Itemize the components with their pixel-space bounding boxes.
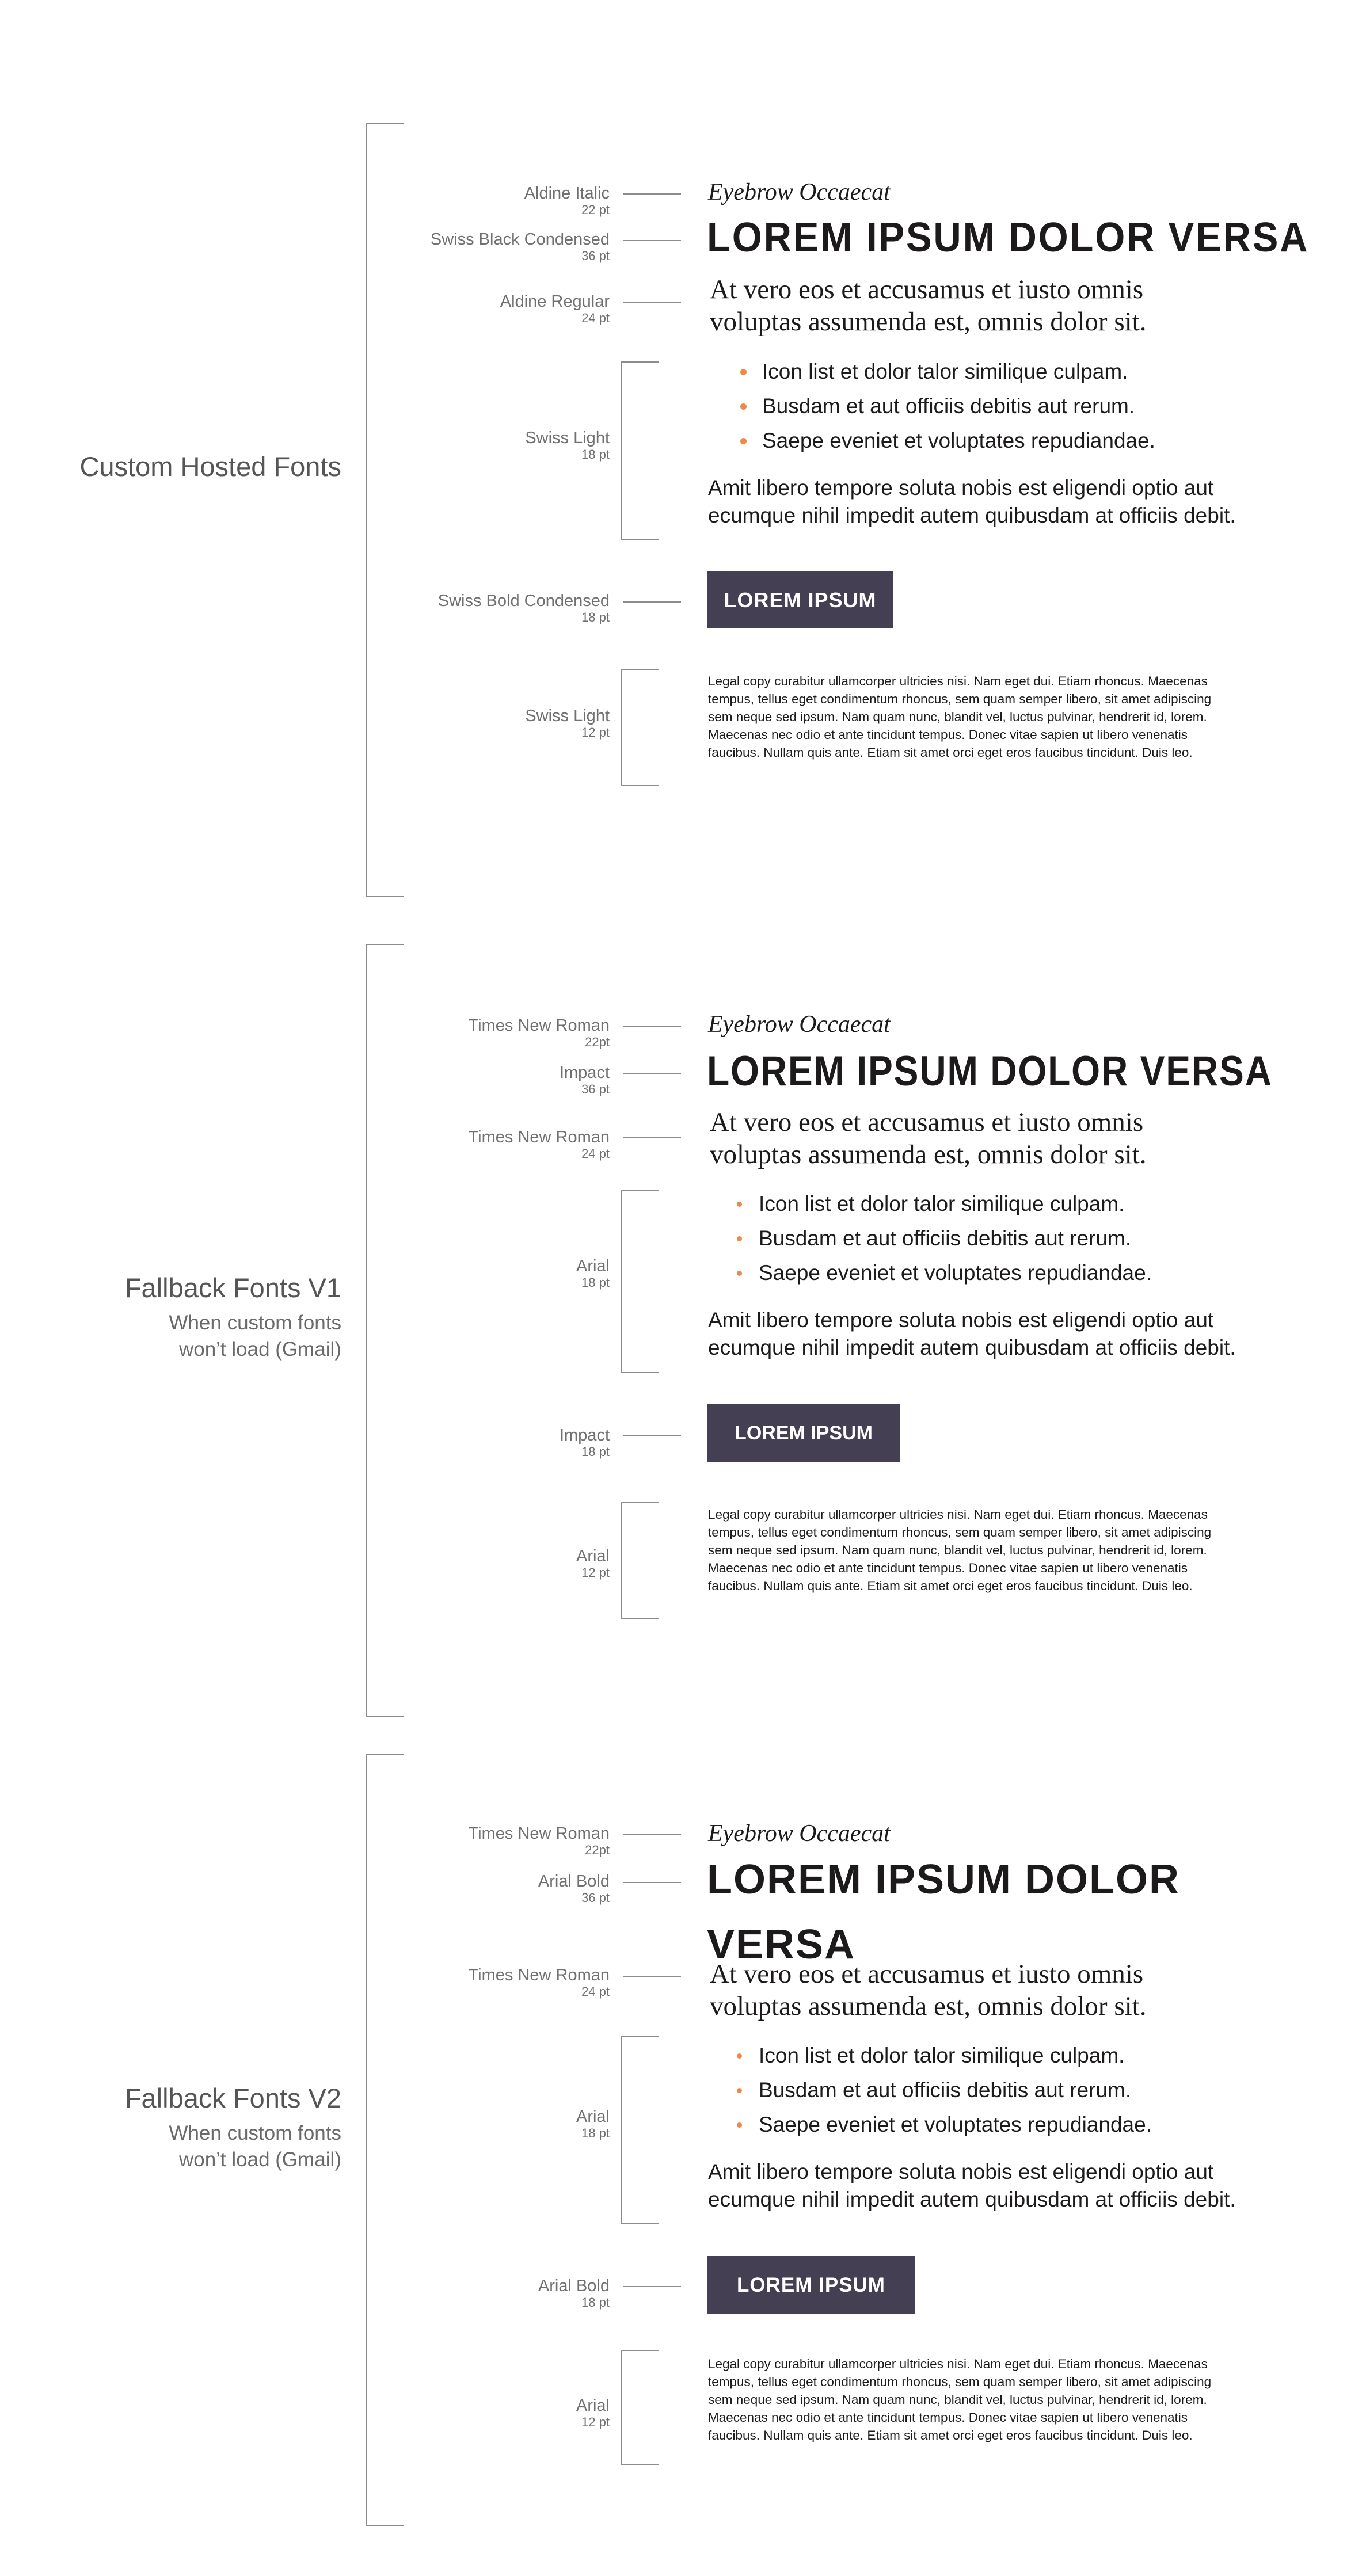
- intro-text: [710, 1106, 1146, 1171]
- legal-bracket-spine: [621, 2350, 622, 2465]
- body-bracket-spine: [621, 1190, 622, 1373]
- font-label-body: [576, 2109, 610, 2140]
- font-name: Arial: [576, 1257, 610, 1275]
- list-item: Saepe eveniet et voluptates repudiandae.: [740, 424, 1155, 458]
- guide-line: [623, 1073, 681, 1074]
- font-size: 36 pt: [581, 249, 610, 263]
- section-title: Fallback Fonts V2: [124, 2083, 341, 2113]
- font-size: 36 pt: [581, 1082, 610, 1096]
- guide-line: [623, 2286, 681, 2287]
- legal-line: sem neque sed ipsum. Nam quam nunc, blandit vel, luctus pulvinar, hendrerit id, lorem.: [708, 710, 1207, 724]
- legal-bracket-top: [621, 669, 659, 670]
- body-line: ecumque nihil impedit autem quibusdam at officiis debit.: [708, 1336, 1236, 1359]
- legal-line: tempus, tellus eget condimentum rhoncus, sem quam semper libero, sit amet adipiscing: [708, 1525, 1212, 1539]
- legal-line: tempus, tellus eget condimentum rhoncus, sem quam semper libero, sit amet adipiscing: [708, 692, 1212, 706]
- font-size: 18 pt: [581, 2295, 610, 2310]
- font-label-intro: [469, 1129, 610, 1160]
- section-title: Fallback Fonts V1: [124, 1272, 341, 1303]
- font-size: 18 pt: [581, 1445, 610, 1459]
- font-label-body: [525, 430, 610, 461]
- section-bracket-spine: [366, 1754, 367, 2526]
- body-paragraph: [708, 1306, 1236, 1362]
- body-line: ecumque nihil impedit autem quibusdam at officiis debit.: [708, 504, 1236, 527]
- font-label-eyebrow: [524, 185, 610, 216]
- font-name: Arial Bold: [538, 2277, 610, 2295]
- subtitle-line: won’t load (Gmail): [178, 1338, 341, 1361]
- section-bracket-top: [366, 1754, 404, 1755]
- intro-line: voluptas assumenda est, omnis dolor sit.: [710, 1991, 1147, 2021]
- headline-text: LOREM IPSUM DOLOR VERSA: [707, 1857, 1180, 1968]
- legal-line: Maecenas nec odio et ante tincidunt tempus. Donec vitae sapien ut libero venenatis: [708, 727, 1188, 742]
- subtitle-line: When custom fonts: [169, 2122, 341, 2144]
- legal-bracket-bottom: [621, 785, 659, 786]
- legal-copy: [708, 672, 1261, 761]
- list-item: Icon list et dolor talor similique culpam.: [740, 355, 1155, 389]
- legal-line: Maecenas nec odio et ante tincidunt tempus. Donec vitae sapien ut libero venenatis: [708, 1561, 1188, 1575]
- font-size: 36 pt: [581, 1891, 610, 1905]
- section-bracket-spine: [366, 944, 367, 1717]
- font-label-headline: [431, 231, 610, 262]
- section-bracket-bottom: [366, 2525, 404, 2526]
- font-size: 22 pt: [581, 203, 610, 217]
- section-bracket-top: [366, 944, 404, 945]
- font-name: Swiss Light: [525, 429, 610, 447]
- font-size: 22pt: [585, 1035, 610, 1049]
- list-item: Busdam et aut officiis debitis aut rerum.: [737, 2073, 1152, 2108]
- eyebrow-text: Eyebrow Occaecat: [708, 1820, 891, 1847]
- body-bracket-spine: [621, 361, 622, 540]
- font-name: Times New Roman: [468, 1016, 610, 1035]
- legal-copy: [708, 2355, 1261, 2444]
- bullet-list: [740, 355, 1155, 458]
- font-label-headline: [560, 1065, 610, 1096]
- cta-button[interactable]: LOREM IPSUM: [707, 571, 893, 628]
- section-bracket-top: [366, 123, 404, 124]
- font-size: 18 pt: [581, 447, 610, 462]
- list-item: Icon list et dolor talor similique culpam.: [737, 1187, 1152, 1221]
- guide-line: [623, 1834, 681, 1835]
- font-size: 22pt: [585, 1843, 610, 1857]
- font-size: 18 pt: [581, 610, 610, 624]
- body-line: Amit libero tempore soluta nobis est eligendi optio aut: [708, 1308, 1214, 1332]
- legal-bracket-spine: [621, 1502, 622, 1619]
- font-label-button: [438, 593, 610, 624]
- eyebrow-text: Eyebrow Occaecat: [708, 179, 891, 205]
- guide-line: [623, 302, 681, 303]
- font-label-intro: [500, 294, 610, 325]
- font-name: Swiss Light: [525, 707, 610, 725]
- font-name: Arial: [576, 1547, 610, 1565]
- subtitle-line: When custom fonts: [169, 1312, 341, 1334]
- list-item: Icon list et dolor talor similique culpam.: [737, 2038, 1152, 2073]
- font-label-button: [538, 2278, 610, 2309]
- body-bracket-top: [621, 1190, 659, 1191]
- legal-line: Legal copy curabitur ullamcorper ultricies nisi. Nam eget dui. Etiam rhoncus. Maecenas: [708, 2357, 1208, 2371]
- legal-line: Maecenas nec odio et ante tincidunt tempus. Donec vitae sapien ut libero venenatis: [708, 2410, 1188, 2425]
- font-name: Arial Bold: [538, 1872, 610, 1891]
- body-bracket-spine: [621, 2036, 622, 2224]
- guide-line: [623, 1882, 681, 1883]
- legal-line: faucibus. Nullam quis ante. Etiam sit amet orci eget eros faucibus tincidunt. Duis leo.: [708, 2428, 1193, 2442]
- headline-text: LOREM IPSUM DOLOR VERSA: [707, 1048, 1273, 1095]
- section-subtitle: [169, 1310, 341, 1363]
- intro-line: voluptas assumenda est, omnis dolor sit.: [710, 1140, 1147, 1169]
- section-bracket-spine: [366, 123, 367, 897]
- list-item: Busdam et aut officiis debitis aut rerum.: [740, 389, 1155, 424]
- font-label-legal: [576, 2398, 610, 2429]
- legal-bracket-spine: [621, 669, 622, 786]
- headline-text: LOREM IPSUM DOLOR VERSA: [707, 215, 1310, 261]
- intro-line: voluptas assumenda est, omnis dolor sit.: [710, 307, 1147, 337]
- intro-text: [710, 1958, 1146, 2022]
- font-label-eyebrow: [469, 1018, 610, 1049]
- font-size: 12 pt: [581, 1565, 610, 1580]
- bullet-list: [737, 2038, 1152, 2142]
- font-label-intro: [469, 1967, 610, 1998]
- eyebrow-text: Eyebrow Occaecat: [708, 1011, 891, 1038]
- body-bracket-bottom: [621, 1372, 659, 1373]
- body-bracket-bottom: [621, 2223, 659, 2224]
- subtitle-line: won’t load (Gmail): [178, 2148, 341, 2171]
- body-bracket-top: [621, 361, 659, 363]
- cta-button[interactable]: LOREM IPSUM: [707, 2256, 915, 2314]
- font-label-eyebrow: [469, 1826, 610, 1857]
- bullet-list: [737, 1187, 1152, 1290]
- font-name: Arial: [576, 2396, 610, 2415]
- body-line: Amit libero tempore soluta nobis est eligendi optio aut: [708, 476, 1214, 500]
- legal-line: tempus, tellus eget condimentum rhoncus, sem quam semper libero, sit amet adipiscing: [708, 2375, 1212, 2389]
- font-name: Times New Roman: [468, 1824, 610, 1843]
- section-subtitle: [169, 2120, 341, 2173]
- intro-line: At vero eos et accusamus et iusto omnis: [710, 1107, 1144, 1137]
- font-label-body: [576, 1258, 610, 1289]
- font-size: 24 pt: [581, 1146, 610, 1161]
- font-label-button: [560, 1427, 610, 1458]
- font-name: Arial: [576, 2108, 610, 2126]
- legal-line: faucibus. Nullam quis ante. Etiam sit amet orci eget eros faucibus tincidunt. Duis leo.: [708, 745, 1193, 760]
- legal-copy: [708, 1506, 1261, 1595]
- font-name: Swiss Black Condensed: [430, 230, 610, 249]
- font-name: Aldine Regular: [500, 292, 610, 311]
- legal-line: Legal copy curabitur ullamcorper ultricies nisi. Nam eget dui. Etiam rhoncus. Maecenas: [708, 674, 1208, 688]
- intro-line: At vero eos et accusamus et iusto omnis: [710, 275, 1144, 304]
- font-name: Impact: [559, 1426, 610, 1445]
- guide-line: [623, 1976, 681, 1977]
- list-item: Saepe eveniet et voluptates repudiandae.: [737, 2108, 1152, 2142]
- font-label-legal: [576, 1548, 610, 1579]
- font-label-legal: [525, 708, 610, 739]
- font-size: 12 pt: [581, 2415, 610, 2429]
- font-size: 24 pt: [581, 311, 610, 325]
- guide-line: [623, 240, 681, 241]
- intro-text: [710, 273, 1146, 338]
- legal-line: sem neque sed ipsum. Nam quam nunc, blandit vel, luctus pulvinar, hendrerit id, lorem.: [708, 2392, 1207, 2407]
- section-bracket-bottom: [366, 896, 404, 897]
- body-bracket-top: [621, 2036, 659, 2037]
- font-label-headline: [538, 1873, 610, 1904]
- legal-bracket-top: [621, 2350, 659, 2351]
- list-item: Busdam et aut officiis debitis aut rerum.: [737, 1221, 1152, 1256]
- body-bracket-bottom: [621, 539, 659, 540]
- list-item: Saepe eveniet et voluptates repudiandae.: [737, 1256, 1152, 1290]
- font-name: Aldine Italic: [524, 184, 610, 203]
- font-size: 18 pt: [581, 2126, 610, 2140]
- legal-bracket-bottom: [621, 2464, 659, 2465]
- guide-line: [623, 193, 681, 195]
- font-name: Impact: [559, 1064, 610, 1082]
- cta-button[interactable]: LOREM IPSUM: [707, 1404, 900, 1462]
- legal-line: sem neque sed ipsum. Nam quam nunc, blandit vel, luctus pulvinar, hendrerit id, lorem.: [708, 1543, 1207, 1557]
- legal-line: Legal copy curabitur ullamcorper ultricies nisi. Nam eget dui. Etiam rhoncus. Maecenas: [708, 1507, 1208, 1522]
- font-size: 12 pt: [581, 725, 610, 740]
- guide-line: [623, 1137, 681, 1138]
- section-title: Custom Hosted Fonts: [79, 451, 341, 482]
- guide-line: [623, 1026, 681, 1027]
- font-name: Swiss Bold Condensed: [437, 592, 610, 610]
- body-paragraph: [708, 2158, 1236, 2213]
- intro-line: At vero eos et accusamus et iusto omnis: [710, 1959, 1144, 1989]
- font-name: Times New Roman: [468, 1966, 610, 1984]
- legal-bracket-bottom: [621, 1618, 659, 1619]
- section-bracket-bottom: [366, 1716, 404, 1717]
- font-size: 18 pt: [581, 1275, 610, 1290]
- legal-line: faucibus. Nullam quis ante. Etiam sit amet orci eget eros faucibus tincidunt. Duis leo.: [708, 1579, 1193, 1593]
- body-paragraph: [708, 474, 1236, 529]
- font-name: Times New Roman: [468, 1128, 610, 1146]
- guide-line: [623, 601, 681, 603]
- body-line: ecumque nihil impedit autem quibusdam at officiis debit.: [708, 2188, 1236, 2211]
- body-line: Amit libero tempore soluta nobis est eligendi optio aut: [708, 2160, 1214, 2183]
- legal-bracket-top: [621, 1502, 659, 1503]
- guide-line: [623, 1435, 681, 1436]
- font-size: 24 pt: [581, 1984, 610, 1999]
